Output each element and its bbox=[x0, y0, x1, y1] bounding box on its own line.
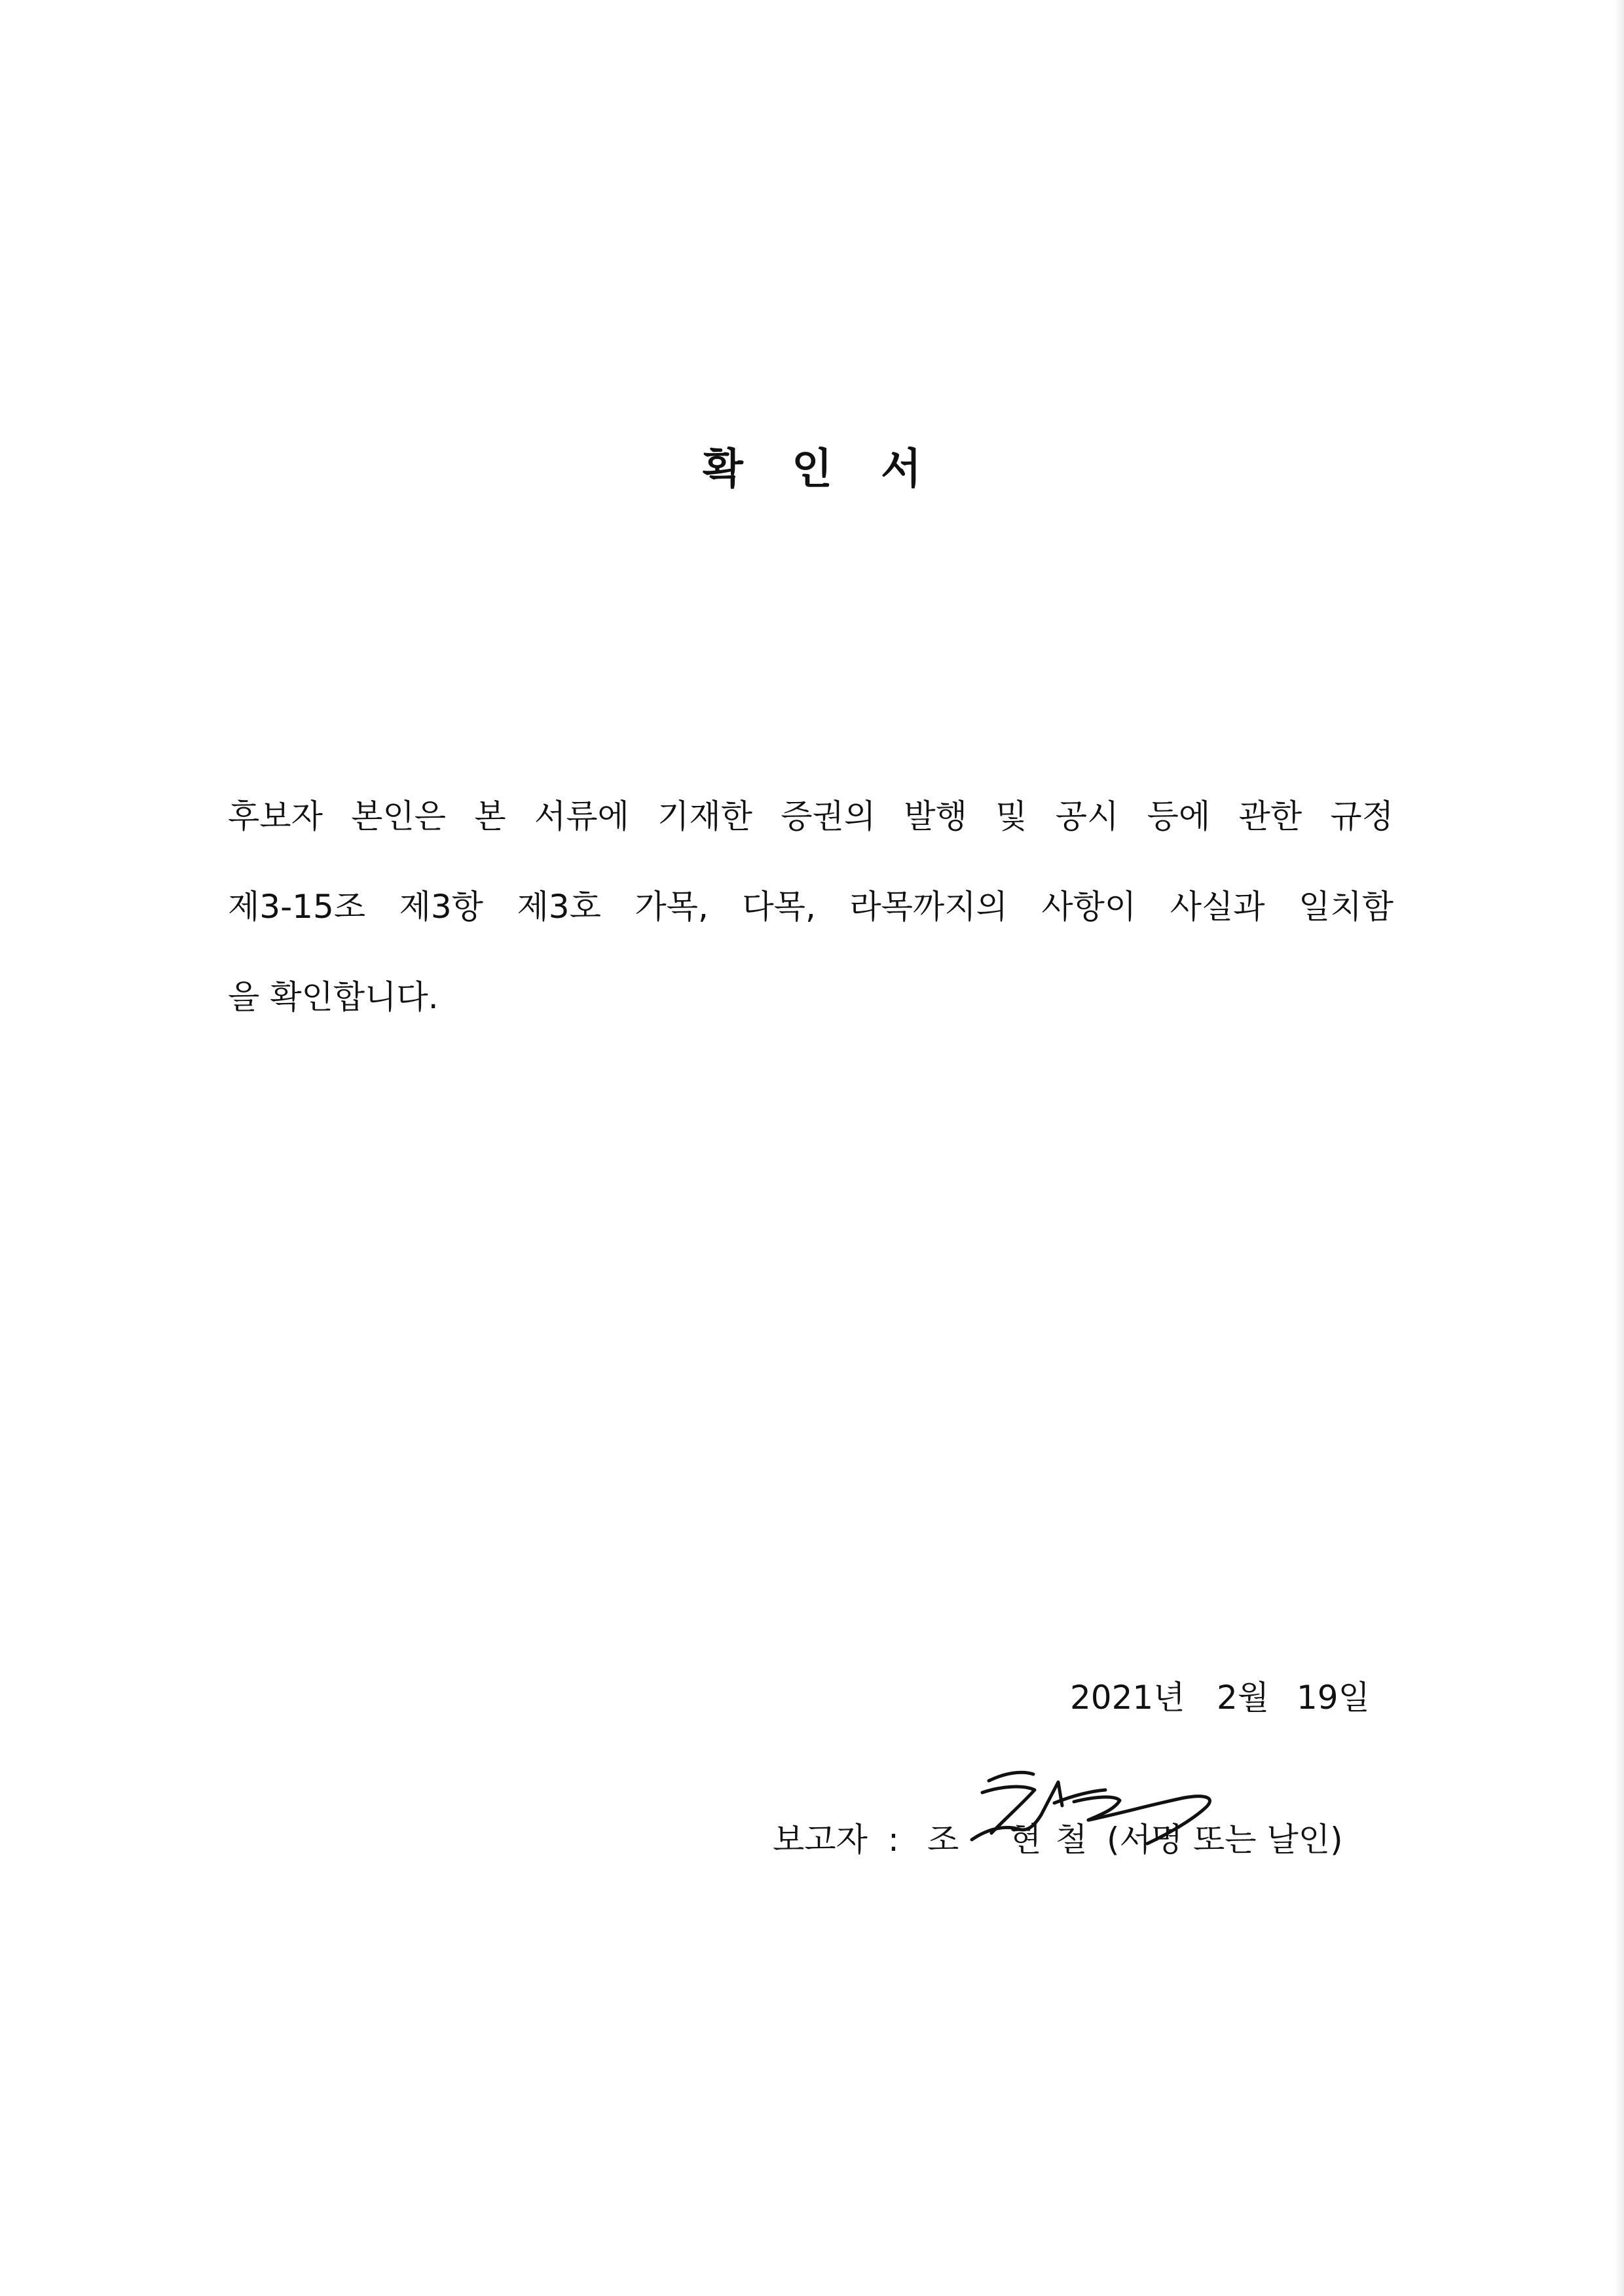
date-year: 2021년 bbox=[1070, 1679, 1185, 1717]
reporter-name-char-2: 현 bbox=[1010, 1821, 1042, 1859]
date-month: 2월 bbox=[1217, 1679, 1270, 1717]
body-line-1: 후보자 본인은 본 서류에 기재한 증권의 발행 및 공시 등에 관한 규정 bbox=[228, 797, 1393, 835]
body-line-2: 제3-15조 제3항 제3호 가목, 다목, 라목까지의 사항이 사실과 일치함 bbox=[228, 888, 1393, 926]
reporter-name-char-1: 조 bbox=[927, 1821, 959, 1859]
reporter-colon: : bbox=[888, 1821, 899, 1859]
document-body bbox=[228, 780, 1393, 1051]
document-title: 확 인 서 bbox=[702, 445, 939, 494]
body-line-3: 을 확인합니다. bbox=[228, 978, 439, 1016]
signature-icon bbox=[943, 1741, 1244, 1872]
date-day: 19일 bbox=[1297, 1679, 1370, 1717]
reporter-sign-note: (서명 또는 날인) bbox=[1107, 1821, 1343, 1859]
reporter-name-char-3: 철 bbox=[1056, 1821, 1088, 1859]
scan-edge-shadow bbox=[1615, 0, 1624, 2296]
reporter-label: 보고자 bbox=[773, 1821, 868, 1859]
